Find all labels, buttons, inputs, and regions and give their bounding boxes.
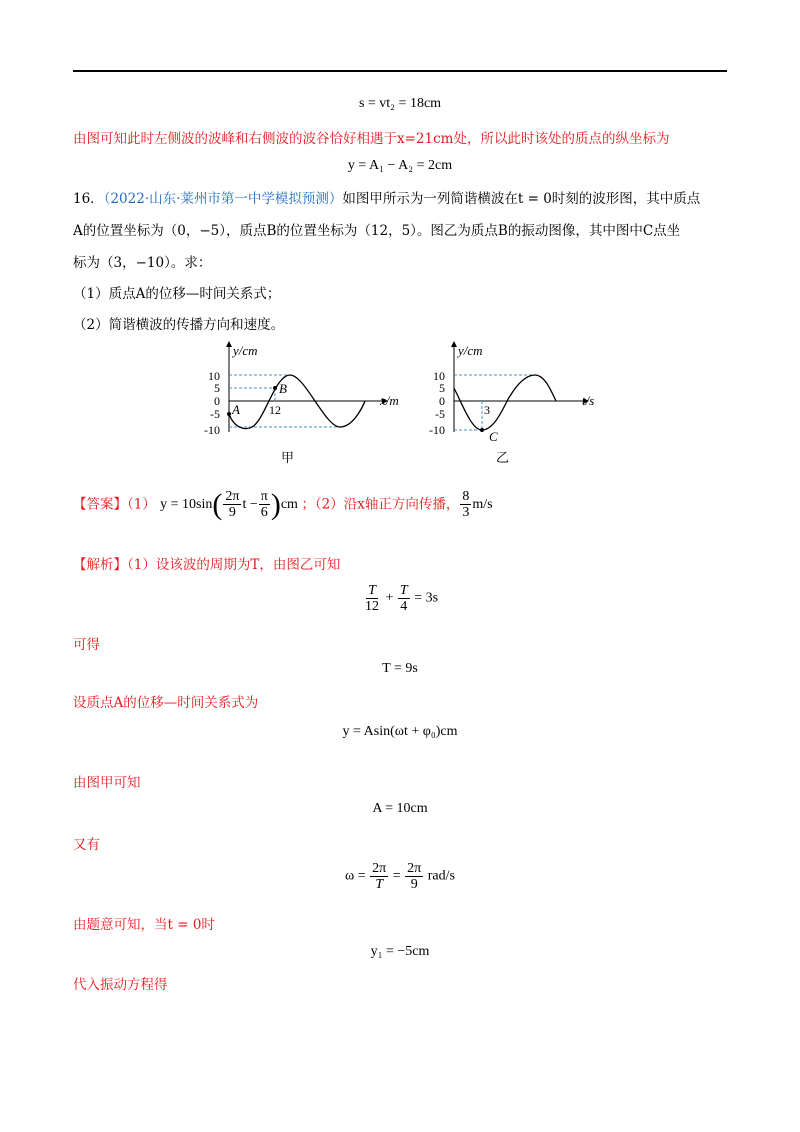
question-part-1: （1）质点A的位移—时间关系式；	[73, 286, 281, 302]
graph-yi-tick-neg10: -10	[429, 423, 445, 437]
graph-yi	[420, 338, 610, 470]
graph-jia-xtick-12: 12	[269, 403, 281, 417]
equation-y1: y₁ = −5cm	[370, 944, 430, 959]
eq5-fraction-2pi-9	[405, 861, 423, 892]
answer-part1-prefix: （1）	[127, 496, 156, 513]
graph-yi-tick-0: 0	[439, 394, 445, 408]
graph-yi-point-c	[480, 428, 484, 432]
graph-jia-waveform	[229, 375, 365, 429]
graph-yi-tick-5: 5	[439, 381, 445, 395]
graph-jia-point-a	[227, 412, 231, 416]
answer-eq-lhs: y = 10sin	[160, 496, 213, 512]
answer-frac1-den: 9	[228, 504, 236, 520]
graph-jia-tick-5: 5	[214, 381, 220, 395]
analysis-substitute: 代入振动方程得	[73, 977, 168, 993]
graph-yi-waveform	[454, 375, 556, 430]
header-rule	[73, 70, 727, 72]
graph-jia-caption: 甲	[281, 450, 295, 465]
eq1-frac1-den: 12	[364, 599, 379, 614]
answer-speed-unit: m/s	[472, 496, 493, 512]
eq5-lhs: ω =	[345, 868, 366, 884]
equation-period-sum: $\frac{T}{12}$ + $\frac{T}{4}$ = 3s	[364, 583, 439, 614]
eq1-fraction-t-4	[398, 583, 410, 614]
analysis-intro	[73, 556, 340, 574]
question-line-3: 标为（3，−10）。求：	[73, 255, 212, 271]
eq5-fraction-2pi-t	[370, 861, 388, 892]
graph-yi-tick-neg5: -5	[435, 407, 445, 421]
eq5-frac1-num: 2π	[372, 861, 387, 876]
eq1-frac1-num: T	[368, 583, 376, 598]
question-line-1	[73, 190, 700, 208]
question-text-1: 如图甲所示为一列简谐横波在t = 0时刻的波形图，其中质点	[342, 191, 701, 207]
eq5-frac2-num: 2π	[407, 861, 422, 876]
question-line-2: A的位置坐标为（0，−5），质点B的位置坐标为（12，5）。图乙为质点B的振动图像，其中图中C点坐	[73, 223, 681, 239]
graph-yi-xtick-3: 3	[484, 403, 490, 417]
graph-jia-tick-neg10: -10	[204, 423, 220, 437]
answer-eq-mid: t −	[242, 496, 258, 512]
graph-yi-label-c: C	[489, 429, 498, 444]
graph-jia	[195, 338, 410, 470]
eq5-unit: rad/s	[427, 868, 455, 884]
graph-jia-label-b: B	[279, 381, 287, 396]
answer-frac2-num: π	[260, 488, 268, 504]
equation-period: T = 9s	[382, 661, 418, 676]
analysis-paragraph: 由图可知此时左侧波的波峰和右侧波的波谷恰好相遇于x=21cm处，所以此时该处的质点的纵坐标为	[73, 131, 670, 147]
eq1-rhs: = 3s	[414, 590, 439, 606]
equation-y-diff: y = A₁ − A₂ = 2cm	[347, 158, 453, 173]
graph-jia-tick-neg5: -5	[210, 407, 220, 421]
analysis-tag: 【解析】	[73, 557, 127, 573]
equation-amplitude: A = 10cm	[372, 801, 428, 816]
graph-jia-tick-0: 0	[214, 394, 220, 408]
graph-jia-label-a: A	[232, 402, 240, 417]
graph-yi-xlabel: t/s	[582, 393, 595, 408]
graph-jia-tick-10: 10	[208, 369, 220, 383]
analysis-keke: 可得	[73, 637, 100, 653]
graph-yi-tick-10: 10	[433, 369, 445, 383]
graph-jia-ylabel: y/cm	[233, 343, 258, 358]
answer-separator: ；（2）沿x轴正方向传播，	[301, 496, 460, 513]
analysis-also: 又有	[73, 837, 100, 853]
analysis-set-a: 设质点A的位移—时间关系式为	[73, 695, 259, 711]
eq1-frac2-den: 4	[400, 599, 408, 614]
question-part-2: （2）简谐横波的传播方向和速度。	[73, 317, 285, 333]
graph-jia-point-b	[273, 386, 277, 390]
eq5-frac1-den: T	[375, 877, 384, 892]
answer-line	[73, 488, 493, 521]
equation-displacement: y = Asin(ωt + φ₀)cm	[342, 724, 458, 739]
answer-fraction-8-3	[460, 489, 471, 520]
answer-left-paren: (	[212, 487, 223, 521]
answer-frac3-den: 3	[462, 504, 470, 520]
answer-fraction-2pi-9	[223, 489, 241, 520]
analysis-intro-text: （1）设该波的周期为T，由图乙可知	[127, 557, 341, 573]
question-source: （2022·山东·莱州市第一中学模拟预测）	[103, 191, 343, 207]
answer-tag: 【答案】	[73, 496, 127, 513]
equation-omega: ω = $\frac{2\pi}{T}$ = $\frac{2\pi}{9}$ rad/s	[345, 861, 455, 892]
eq1-frac2-num: T	[399, 583, 408, 598]
question-number: 16．	[73, 191, 104, 207]
answer-frac2-den: 6	[260, 504, 268, 520]
analysis-when: 由题意可知，当t = 0时	[73, 917, 215, 933]
eq1-fraction-t-12	[363, 583, 381, 614]
answer-eq-unit: cm	[280, 496, 298, 512]
answer-frac1-num: 2π	[225, 488, 240, 504]
eq5-frac2-den: 9	[410, 877, 418, 892]
graph-jia-xlabel: x/m	[380, 393, 399, 408]
graph-yi-caption: 乙	[496, 450, 510, 465]
equation-distance: s = vt₂ = 18cm	[358, 96, 442, 111]
answer-right-paren: )	[270, 487, 281, 521]
answer-speed	[459, 488, 493, 520]
graph-yi-ylabel: y/cm	[458, 343, 483, 358]
analysis-from-jia: 由图甲可知	[73, 775, 141, 791]
answer-frac3-num: 8	[462, 488, 470, 504]
answer-fraction-pi-6	[259, 489, 270, 520]
